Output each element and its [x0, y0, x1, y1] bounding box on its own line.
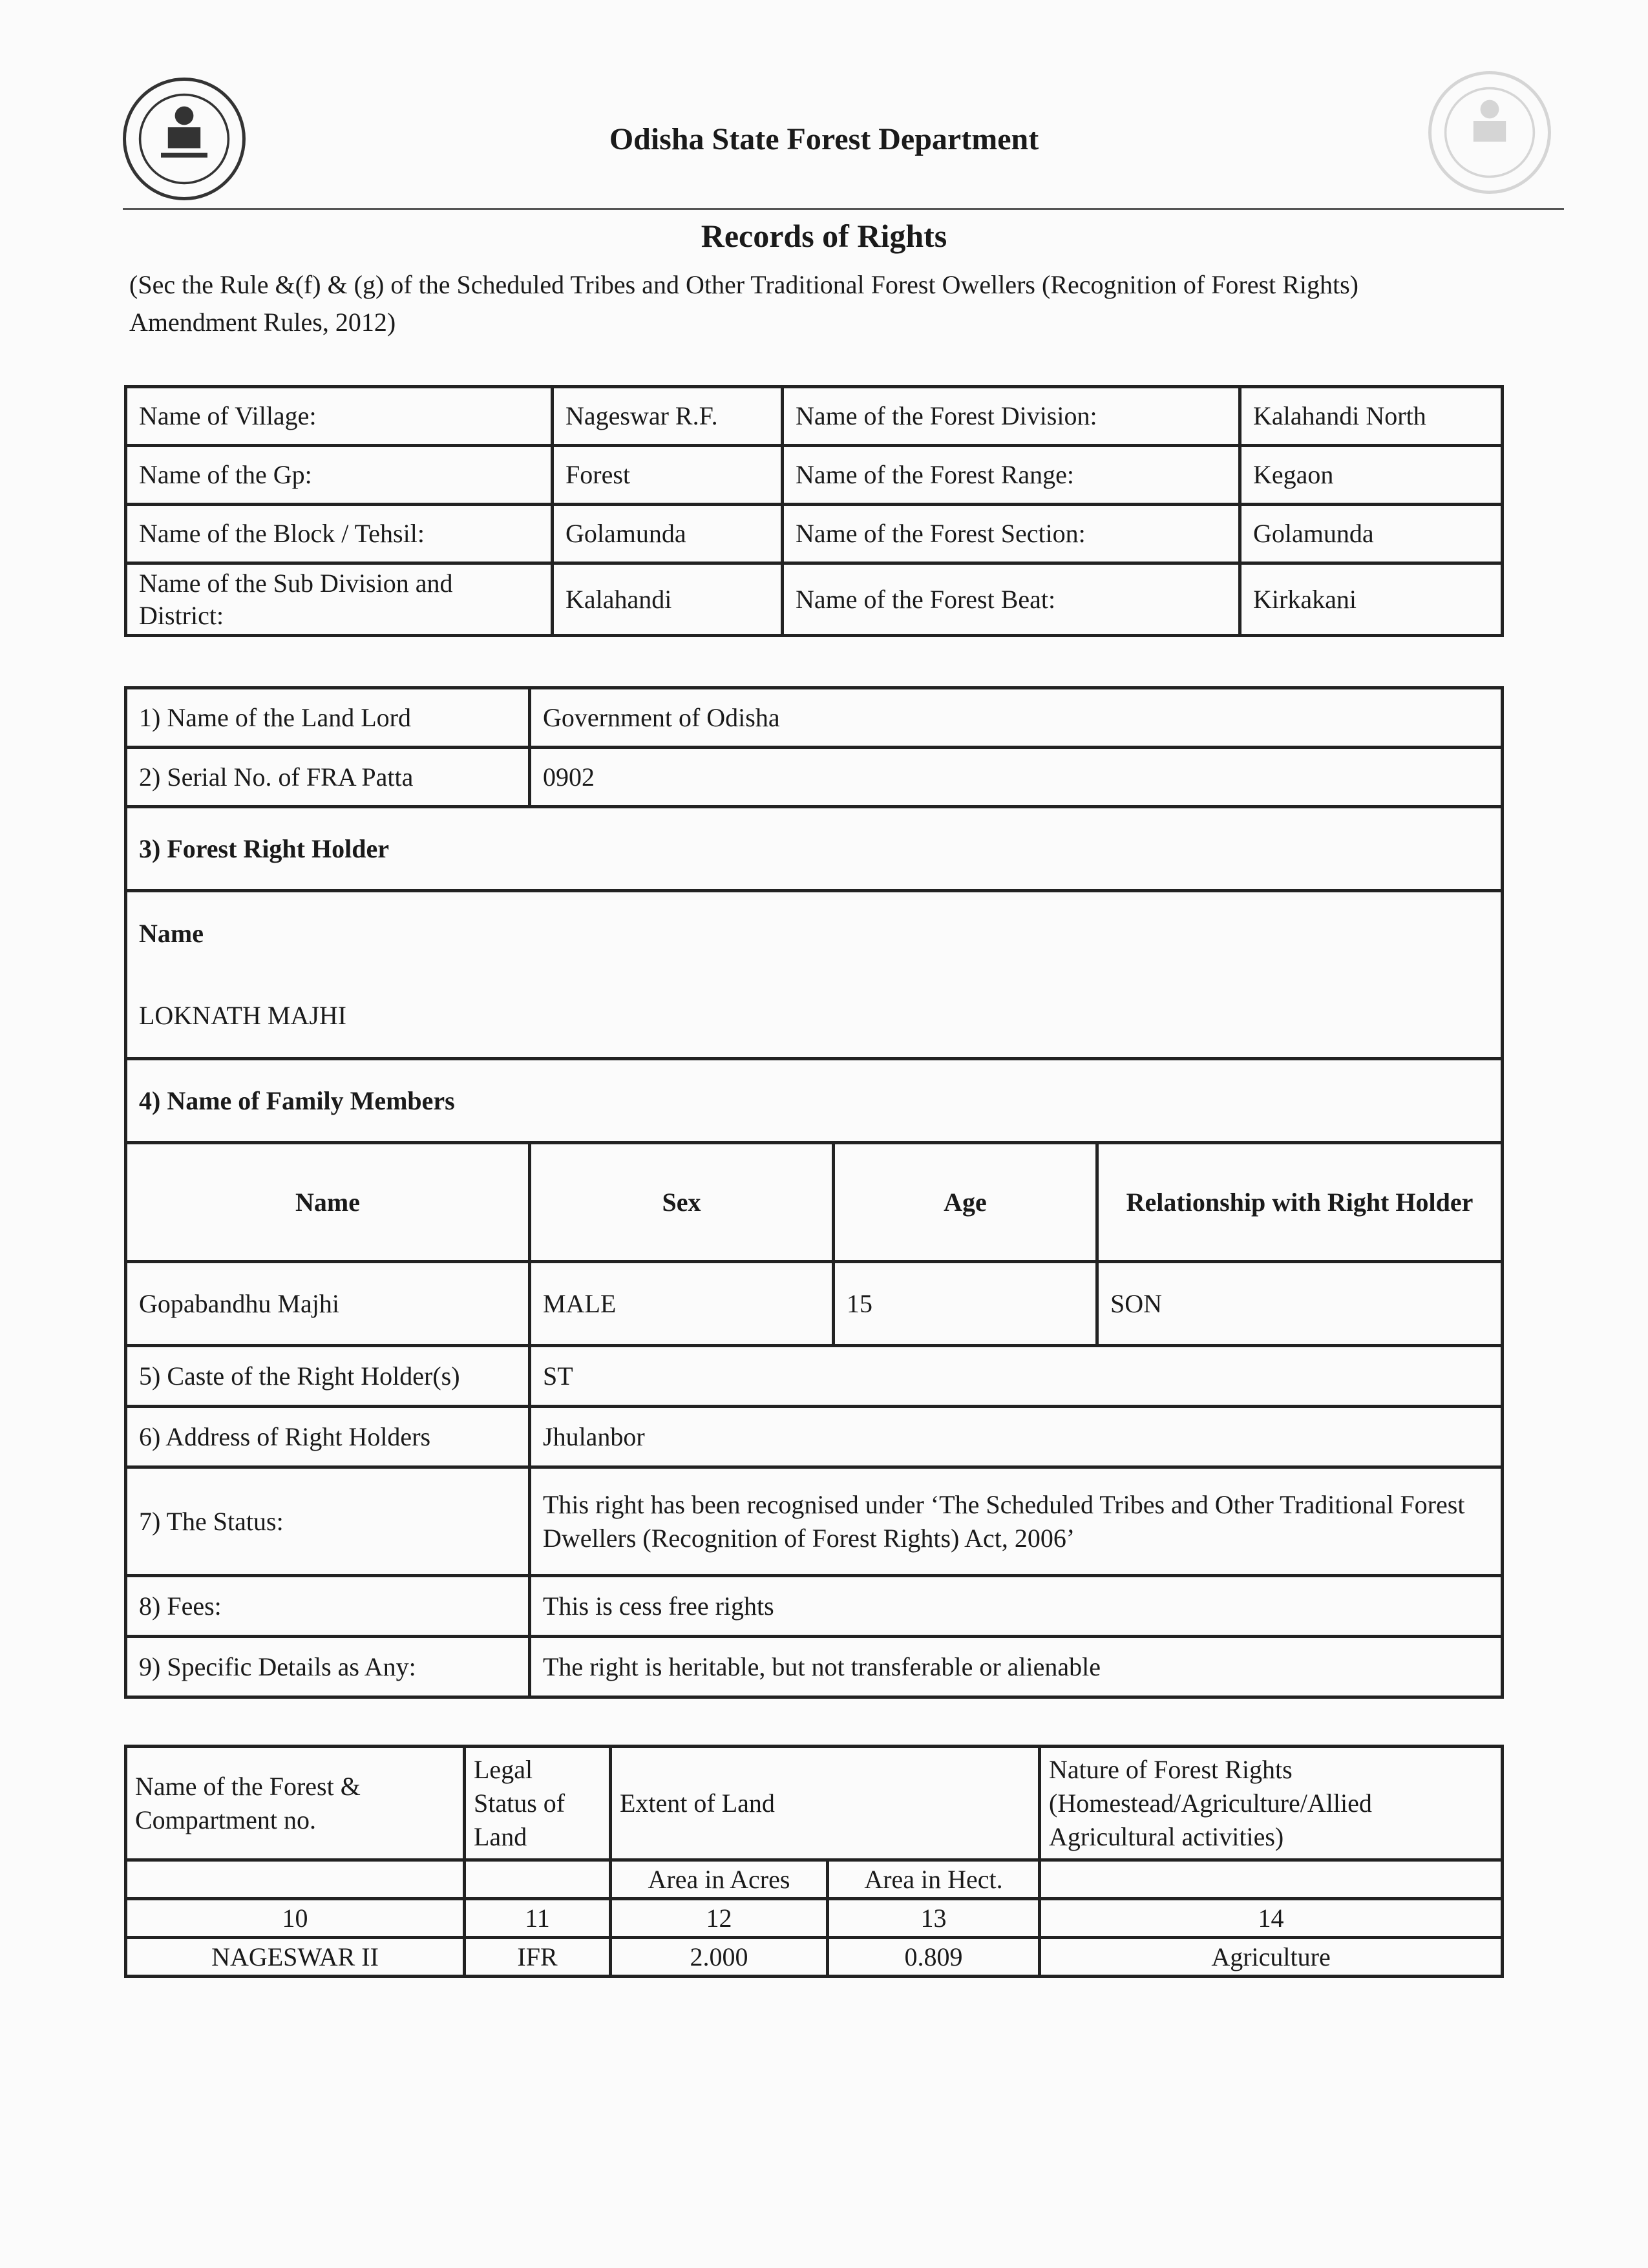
- column-number: 14: [1040, 1899, 1503, 1938]
- column-number: 12: [611, 1899, 828, 1938]
- table-row: [126, 1576, 1503, 1637]
- gp-label: Name of the Gp:: [126, 446, 553, 505]
- block-value: Golamunda: [553, 505, 783, 563]
- family-header-name: Name: [126, 1143, 530, 1262]
- forest-compartment-header: Name of the Forest & Compartment no.: [126, 1747, 465, 1860]
- table-row: [126, 1059, 1503, 1143]
- table-row: [126, 1143, 1503, 1262]
- status-label: 7) The Status:: [126, 1467, 530, 1576]
- legal-status-header: Legal Status of Land: [465, 1747, 611, 1860]
- village-label: Name of Village:: [126, 387, 553, 446]
- caste-value: ST: [530, 1346, 1503, 1407]
- table-row: [126, 1899, 1503, 1938]
- landlord-label: 1) Name of the Land Lord: [126, 688, 530, 748]
- area-hect-value: 0.809: [828, 1938, 1040, 1977]
- address-label: 6) Address of Right Holders: [126, 1407, 530, 1467]
- table-row: [126, 387, 1503, 446]
- holder-name-value: LOKNATH MAJHI: [126, 975, 1503, 1059]
- status-value: This right has been recognised under ‘The Scheduled Tribes and Other Traditional Forest Dwellers (Recognition of Forest Rights) Act, 2006’: [530, 1467, 1503, 1576]
- family-member-relationship: SON: [1097, 1262, 1503, 1346]
- range-value: Kegaon: [1240, 446, 1503, 505]
- section-label: Name of the Forest Section:: [783, 505, 1240, 563]
- column-number: 10: [126, 1899, 465, 1938]
- holder-name-label: Name: [126, 891, 1503, 975]
- land-extent-table: [124, 1745, 1504, 1978]
- division-value: Kalahandi North: [1240, 387, 1503, 446]
- nature-of-rights-value: Agriculture: [1040, 1938, 1503, 1977]
- division-label: Name of the Forest Division:: [783, 387, 1240, 446]
- beat-label: Name of the Forest Beat:: [783, 563, 1240, 636]
- family-header-relationship: Relationship with Right Holder: [1097, 1143, 1503, 1262]
- table-row: [126, 505, 1503, 563]
- forest-name-value: NAGESWAR II: [126, 1938, 465, 1977]
- legal-status-value: IFR: [465, 1938, 611, 1977]
- table-row: [126, 975, 1503, 1059]
- family-header-age: Age: [834, 1143, 1097, 1262]
- subdivision-label: Name of the Sub Division and District:: [126, 563, 553, 636]
- page-title: Records of Rights: [701, 218, 947, 254]
- serial-label: 2) Serial No. of FRA Patta: [126, 748, 530, 807]
- table-row: [126, 1637, 1503, 1697]
- block-label: Name of the Block / Tehsil:: [126, 505, 553, 563]
- column-number: 13: [828, 1899, 1040, 1938]
- table-row: [126, 1747, 1503, 1860]
- table-row: [126, 563, 1503, 636]
- landlord-value: Government of Odisha: [530, 688, 1503, 748]
- table-row: [126, 807, 1503, 891]
- table-row: [126, 1938, 1503, 1977]
- table-row: [126, 1346, 1503, 1407]
- village-value: Nageswar R.F.: [553, 387, 783, 446]
- table-row: [126, 891, 1503, 975]
- empty-cell: [126, 1860, 465, 1899]
- table-row: [126, 446, 1503, 505]
- column-number: 11: [465, 1899, 611, 1938]
- empty-cell: [1040, 1860, 1503, 1899]
- range-label: Name of the Forest Range:: [783, 446, 1240, 505]
- subdivision-value: Kalahandi: [553, 563, 783, 636]
- table-row: [126, 748, 1503, 807]
- rule-reference-note: (Sec the Rule &(f) & (g) of the Scheduled Tribes and Other Traditional Forest Owellers (Recognition of Forest Rights) Amendment Rules, 2012): [129, 270, 1358, 337]
- table-row: [126, 688, 1503, 748]
- extent-of-land-header: Extent of Land: [611, 1747, 1040, 1860]
- area-acres-header: Area in Acres: [611, 1860, 828, 1899]
- table-row: [126, 1407, 1503, 1467]
- specific-details-label: 9) Specific Details as Any:: [126, 1637, 530, 1697]
- header-divider: [123, 208, 1564, 210]
- table-row: [126, 1860, 1503, 1899]
- area-acres-value: 2.000: [611, 1938, 828, 1977]
- family-member-sex: MALE: [530, 1262, 834, 1346]
- table-row: [126, 1262, 1503, 1346]
- table-row: [126, 1467, 1503, 1576]
- family-header-sex: Sex: [530, 1143, 834, 1262]
- serial-value: 0902: [530, 748, 1503, 807]
- location-table: [124, 385, 1504, 637]
- family-heading: 4) Name of Family Members: [126, 1059, 1503, 1143]
- gp-value: Forest: [553, 446, 783, 505]
- fees-label: 8) Fees:: [126, 1576, 530, 1637]
- department-title: Odisha State Forest Department: [609, 122, 1039, 156]
- beat-value: Kirkakani: [1240, 563, 1503, 636]
- family-member-name: Gopabandhu Majhi: [126, 1262, 530, 1346]
- rights-details-table: [124, 686, 1504, 1699]
- caste-label: 5) Caste of the Right Holder(s): [126, 1346, 530, 1407]
- specific-details-value: The right is heritable, but not transferable or alienable: [530, 1637, 1503, 1697]
- holder-heading: 3) Forest Right Holder: [126, 807, 1503, 891]
- address-value: Jhulanbor: [530, 1407, 1503, 1467]
- area-hect-header: Area in Hect.: [828, 1860, 1040, 1899]
- section-value: Golamunda: [1240, 505, 1503, 563]
- fees-value: This is cess free rights: [530, 1576, 1503, 1637]
- empty-cell: [465, 1860, 611, 1899]
- nature-of-rights-header: Nature of Forest Rights (Homestead/Agriculture/Allied Agricultural activities): [1040, 1747, 1503, 1860]
- family-member-age: 15: [834, 1262, 1097, 1346]
